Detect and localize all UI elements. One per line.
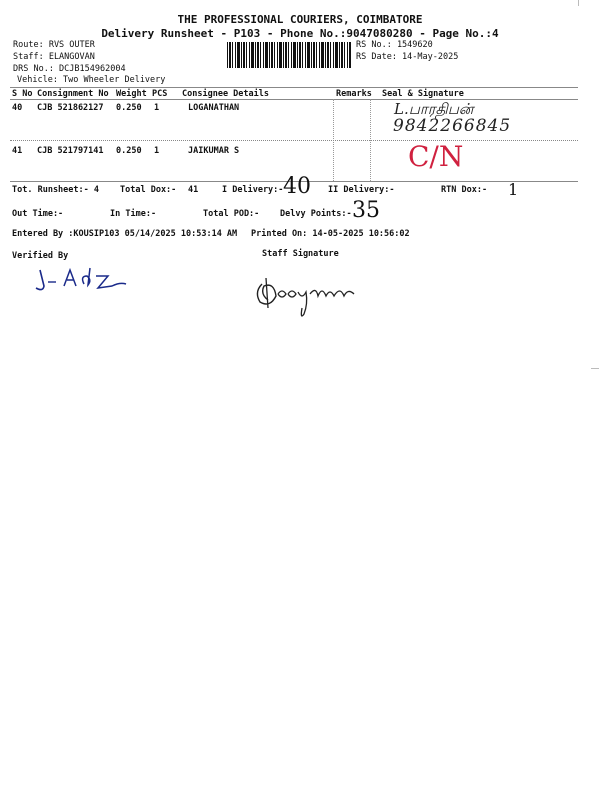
scan-mark [578,0,587,6]
col-consignment: Consignment No [37,89,109,99]
total-dox-value: 41 [188,185,199,195]
printed-on: Printed On: 14-05-2025 10:56:02 [251,229,410,239]
barcode-image [227,42,351,68]
col-pcs: PCS [152,89,168,99]
in-time: In Time:- [110,209,157,219]
handwritten-phone: 9842266845 [393,116,512,136]
handwritten-cn-mark: C/N [408,140,464,173]
i-delivery-label: I Delivery:- [222,185,284,195]
scan-mark [591,368,599,369]
rs-number: RS No.: 1549620 [356,40,433,50]
row-sno: 40 [12,103,23,113]
table-top-border [10,87,578,88]
total-dox-label: Total Dox:- [120,185,177,195]
col-seal-signature: Seal & Signature [382,89,464,99]
staff-signature-label: Staff Signature [262,249,339,259]
drs-label: DRS No.: DCJB154962004 [13,64,126,74]
i-delivery-value: 40 [283,174,311,199]
row-divider [10,140,578,141]
company-title: THE PROFESSIONAL COURIERS, COIMBATORE [177,13,423,26]
row-pcs: 1 [154,103,160,113]
verified-by-label: Verified By [12,251,69,261]
staff-signature-image [250,268,365,323]
staff-label: Staff: ELANGOVAN [13,52,95,62]
row-weight: 0.250 [116,146,142,156]
col-weight: Weight [116,89,147,99]
verified-signature-image [30,262,135,297]
rtn-dox-value: 1 [508,180,519,199]
ii-delivery-label: II Delivery:- [328,185,395,195]
total-pod: Total POD:- [203,209,260,219]
out-time: Out Time:- [12,209,64,219]
col-sno: S No [12,89,33,99]
row-sno: 41 [12,146,23,156]
col-remarks: Remarks [336,89,372,99]
entered-by: Entered By :KOUSIP103 05/14/2025 10:53:14 AM [12,229,238,239]
rtn-dox-label: RTN Dox:- [441,185,488,195]
row-weight: 0.250 [116,103,142,113]
table-header-border [10,99,578,100]
delvy-points-label: Delvy Points:- [280,209,352,219]
row-consignment: CJB 521862127 [37,103,104,113]
route-label: Route: RVS OUTER [13,40,95,50]
col-consignee: Consignee Details [182,89,269,99]
row-pcs: 1 [154,146,160,156]
vehicle-label: Vehicle: Two Wheeler Delivery [17,75,166,85]
handwritten-receiver-name: L.பாரதிபன் [394,100,474,118]
tot-runsheet: Tot. Runsheet:- 4 [12,185,99,195]
row-consignee: JAIKUMAR S [188,146,240,156]
rs-date: RS Date: 14-May-2025 [356,52,459,62]
delvy-points-value: 35 [352,198,380,223]
row-consignee: LOGANATHAN [188,103,240,113]
runsheet-subtitle: Delivery Runsheet - P103 - Phone No.:9047080280 - Page No.:4 [101,27,499,40]
row-consignment: CJB 521797141 [37,146,104,156]
